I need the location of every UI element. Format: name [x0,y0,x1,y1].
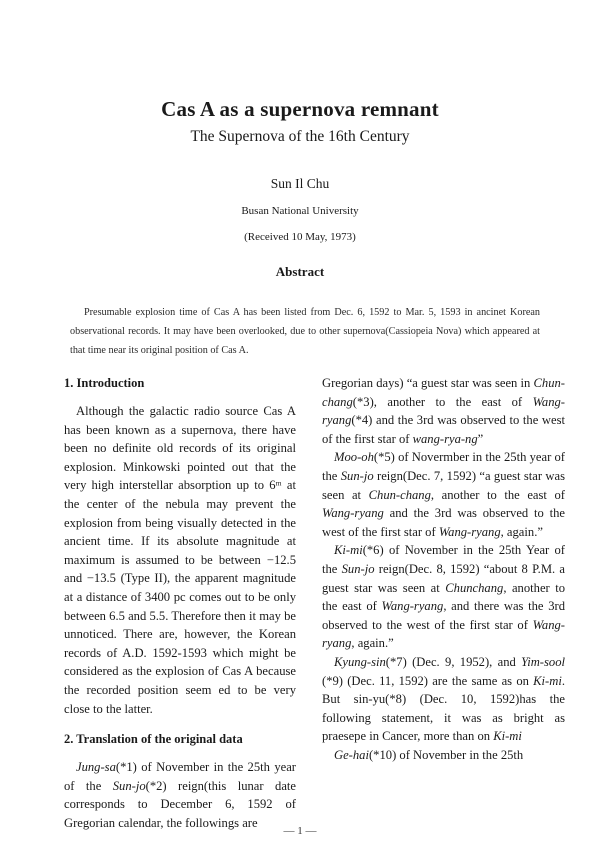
author-affiliation: Busan National University [241,205,359,217]
abstract-block [70,303,540,360]
term-wang-ryang: Wang-ryang [381,599,444,614]
text-span: (*5) of Novermber in the 25th year of the [322,450,565,483]
term-wang-ryang: Wang-ryang [322,506,384,521]
abstract-heading: Abstract [275,264,325,279]
right-column [322,374,565,764]
record-paragraph-1 [322,374,565,448]
text-span: (*6) of November in the 25th Year of the [322,543,565,576]
term-wang-ryang: Wang-ryang [438,524,501,539]
term-wang-ryang-lower: wang-rya-ng [412,431,478,446]
translation-paragraph [64,758,296,832]
term-kyung-sin: Kyung-sin [334,654,386,669]
term-sun-jo: Sun-jo [112,778,146,793]
text-span: and the 3rd was observed to the west of the first star of [322,506,565,539]
record-paragraph-5 [322,746,565,765]
text-span: (*1) of November in the 25th year of the [64,760,296,793]
page-number: — 1 — [283,825,317,837]
abstract-text: Presumable explosion time of Cas A has been listed from Dec. 6, 1592 to Mar. 5, 1593 in ancinet Korean observational records. It may have been overlooked, due to other supernova(Cassiopeia Nova) which appeared at that time near its original position of Cas A. [70,307,540,356]
term-ki-mi: Ki-mi [334,543,363,558]
section-heading-introduction: 1. Introduction [64,376,145,390]
author-name: Sun Il Chu [270,176,330,191]
introduction-paragraph: Although the galactic radio source Cas A has been known as a supernova, there have been no definite old records of its original explosion. Minkowski pointed out that the very high interstellar absorption up to 6ᵐ at the center of the nebula may prevent the explosion from being visually detected in the ancient time. If its absolute magnitude at maximum is assumed to be between −12.5 and −13.5 (Type II), the apparent magnitude at a distance of 3400 pc comes out to be only between 6.5 and 5.5. Therefore then it may be unnoticed. There are, however, the Korean records of A.D. 1592-1593 which might be considered as the explosion of Cas A because the recorded position seem ed to be very close to the latter. [64,404,296,716]
term-chun-chang: Chun-chang [322,376,565,409]
left-column [64,374,296,832]
record-paragraph-4 [322,653,565,746]
term-ge-hai: Ge-hai [334,747,369,762]
text-span: reign(Dec. 8, 1592) “about 8 P.M. a guest star was seen at [322,561,565,595]
term-ki-mi: Ki-mi [533,673,562,688]
text-span: Gregorian days) “a guest star was seen in [322,376,534,390]
term-sun-jo: Sun-jo [340,468,374,483]
term-jung-sa: Jung-sa [76,760,116,775]
text-span: (*3), another to the east of [352,394,533,409]
text-span: , and there was the 3rd observed to the west of the first star of [322,599,565,632]
text-span: , another to the east of [322,580,566,614]
text-span: (*2) reign(this lunar date corresponds to December 6, 1592 of Gregorian calendar, the followings are [64,778,296,830]
text-span: ” [477,431,484,446]
record-paragraph-2 [322,448,565,541]
record-paragraph-3 [322,541,565,653]
section-heading-translation: 2. Translation of the original data [64,732,243,747]
paper-subtitle: The Supernova of the 16th Century [190,128,410,145]
text-span: , again.” [351,636,394,651]
paper-title: Cas A as a supernova remnant [161,97,439,121]
text-span: (*10) of November in the 25th [368,747,524,762]
received-date: (Received 10 May, 1973) [244,231,356,243]
term-chunchang: Chunchang [445,580,504,595]
text-span: . But sin-yu(*8) (Dec. 10, 1592)has the following statement, it was as bright as praesepe in Cancer, more than on [322,673,565,744]
term-chun-chang: Chun-chang [368,487,431,502]
term-ki-mi: Ki-mi [493,729,522,744]
term-moo-oh: Moo-oh [334,450,374,465]
text-span: , again.” [500,524,543,539]
term-wang-ryang: Wang-ryang [322,394,565,428]
text-span: (*7) (Dec. 9, 1952), and [385,654,522,669]
text-span: (*4) and the 3rd was observed to the west of the first star of [322,413,565,446]
term-sun-jo: Sun-jo [341,561,375,576]
text-span: reign(Dec. 7, 1592) “a guest star was seen at [322,468,565,502]
text-span: , another to the east of [430,487,565,502]
term-wang-ryang: Wang-ryang [322,617,565,651]
term-yim-sool: Yim-sool [521,654,565,669]
text-span: (*9) (Dec. 11, 1592) are the same as on [322,673,534,688]
